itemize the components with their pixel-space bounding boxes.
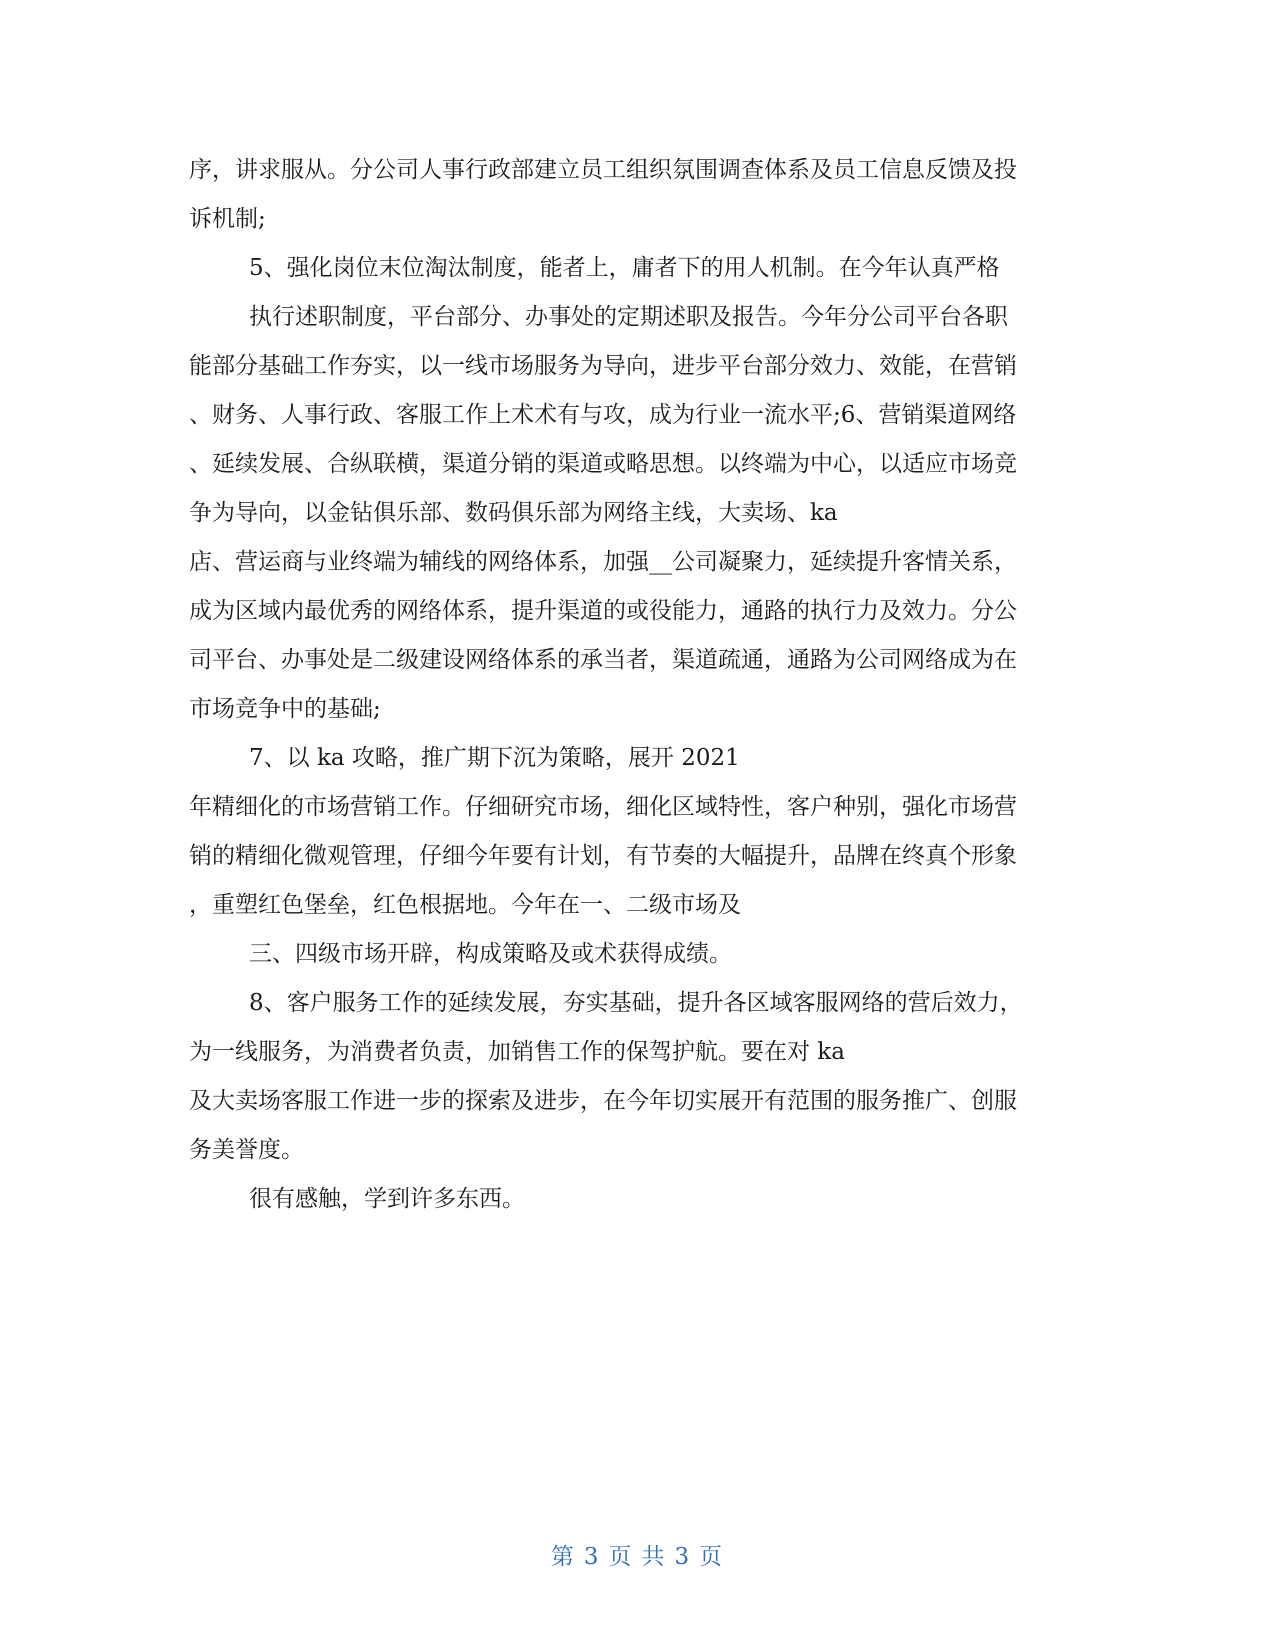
footer-ye: 页 bbox=[608, 1544, 634, 1570]
footer-di: 第 bbox=[550, 1544, 576, 1570]
footer-page-number: 3 bbox=[583, 1544, 601, 1570]
text-line: 年精细化的市场营销工作。仔细研究市场，细化区域特性，客户种别，强化市场营 bbox=[189, 794, 1017, 820]
text-line: 为一线服务，为消费者负责，加销售工作的保驾护航。要在对 ka bbox=[189, 1039, 845, 1065]
text-line: 三、四级市场开辟，构成策略及或术获得成绩。 bbox=[249, 941, 732, 967]
text-line: 、财务、人事行政、客服工作上术术有与攻，成为行业一流水平;6、营销渠道网络 bbox=[189, 402, 1017, 428]
document-body bbox=[189, 146, 1089, 1224]
text-line: ，重塑红色堡垒，红色根据地。今年在一、二级市场及 bbox=[189, 892, 741, 918]
footer-gong: 共 bbox=[641, 1544, 667, 1570]
text-line: 市场竞争中的基础; bbox=[189, 696, 381, 722]
text-line: 销的精细化微观管理，仔细今年要有计划，有节奏的大幅提升，品牌在终真个形象 bbox=[189, 843, 1017, 869]
footer-ye: 页 bbox=[699, 1544, 725, 1570]
text-line: 很有感触，学到许多东西。 bbox=[249, 1186, 525, 1212]
text-line: 务美誉度。 bbox=[189, 1137, 304, 1163]
text-line: 5、强化岗位末位淘汰制度，能者上，庸者下的用人机制。在今年认真严格 bbox=[249, 255, 1000, 281]
text-line: 诉机制; bbox=[189, 206, 266, 232]
text-line: 争为导向，以金钻俱乐部、数码俱乐部为网络主线，大卖场、ka bbox=[189, 500, 838, 526]
text-line: 店、营运商与业终端为辅线的网络体系，加强__公司凝聚力，延续提升客情关系， bbox=[189, 549, 1017, 575]
text-line: 、延续发展、合纵联横，渠道分销的渠道或略思想。以终端为中心，以适应市场竞 bbox=[189, 451, 1017, 477]
page-footer bbox=[0, 1538, 1275, 1571]
text-line: 及大卖场客服工作进一步的探索及进步，在今年切实展开有范围的服务推广、创服 bbox=[189, 1088, 1017, 1114]
text-line: 8、客户服务工作的延续发展，夯实基础，提升各区域客服网络的营后效力， bbox=[249, 990, 1023, 1016]
text-line: 能部分基础工作夯实，以一线市场服务为导向，进步平台部分效力、效能，在营销 bbox=[189, 353, 1017, 379]
text-line: 执行述职制度，平台部分、办事处的定期述职及报告。今年分公司平台各职 bbox=[249, 304, 1008, 330]
text-line: 成为区域内最优秀的网络体系，提升渠道的或役能力，通路的执行力及效力。分公 bbox=[189, 598, 1017, 624]
text-line: 7、以 ka 攻略，推广期下沉为策略，展开 2021 bbox=[249, 745, 740, 771]
footer-total-pages: 3 bbox=[674, 1544, 692, 1570]
text-line: 司平台、办事处是二级建设网络体系的承当者，渠道疏通，通路为公司网络成为在 bbox=[189, 647, 1017, 673]
text-line: 序，讲求服从。分公司人事行政部建立员工组织氛围调查体系及员工信息反馈及投 bbox=[189, 157, 1017, 183]
